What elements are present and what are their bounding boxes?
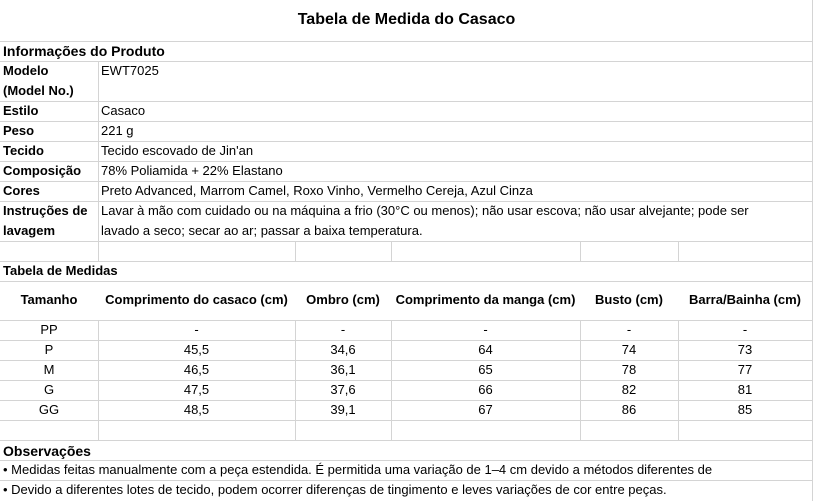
cell-coat-length: 47,5 (183, 382, 210, 397)
cell-coat-length: 45,5 (183, 342, 210, 357)
value-style: Casaco (101, 103, 146, 118)
label-washing: Instruções de lavagem (3, 203, 88, 238)
notes-heading: Observações (3, 443, 91, 459)
cell-hem: - (742, 322, 748, 337)
label-fabric: Tecido (3, 143, 44, 158)
header-size: Tamanho (20, 292, 78, 307)
header-bust: Busto (cm) (595, 292, 663, 307)
page-title: Tabela de Medida do Casaco (297, 11, 516, 28)
note-item: • Medidas feitas manualmente com a peça estendida. É permitida uma variação de 1–4 cm devido a métodos diferentes de (3, 462, 713, 477)
value-fabric: Tecido escovado de Jin'an (101, 143, 254, 158)
cell-shoulder: 34,6 (330, 342, 356, 357)
cell-bust: 82 (621, 382, 637, 397)
cell-sleeve-length: 65 (478, 362, 493, 377)
value-weight: 221 g (101, 123, 134, 138)
cell-size: PP (40, 322, 58, 337)
value-model: EWT7025 (101, 63, 159, 78)
cell-shoulder: 39,1 (330, 402, 356, 417)
cell-size: M (43, 362, 55, 377)
cell-sleeve-length: 67 (478, 402, 493, 417)
cell-size: GG (38, 402, 60, 417)
header-sleeve-length: Comprimento da manga (cm) (395, 292, 576, 307)
cell-bust: 78 (621, 362, 637, 377)
cell-shoulder: 37,6 (330, 382, 356, 397)
cell-coat-length: 48,5 (183, 402, 210, 417)
cell-bust: 74 (621, 342, 637, 357)
cell-size: P (44, 342, 54, 357)
header-shoulder: Ombro (cm) (306, 292, 380, 307)
cell-hem: 77 (737, 362, 753, 377)
cell-shoulder: 36,1 (330, 362, 356, 377)
header-coat-length: Comprimento do casaco (cm) (105, 292, 288, 307)
cell-size: G (43, 382, 55, 397)
cell-sleeve-length: - (483, 322, 488, 337)
measurements-heading: Tabela de Medidas (3, 263, 118, 278)
label-colors: Cores (3, 183, 40, 198)
cell-sleeve-length: 64 (478, 342, 493, 357)
label-style: Estilo (3, 103, 39, 118)
note-item: • Devido a diferentes lotes de tecido, podem ocorrer diferenças de tingimento e leves variações de cor entre peças. (3, 482, 667, 497)
product-info-heading: Informações do Produto (3, 43, 165, 59)
label-weight: Peso (3, 123, 35, 138)
cell-sleeve-length: 66 (478, 382, 493, 397)
value-washing: Lavar à mão com cuidado ou na máquina a frio (30°C ou menos); não usar escova; não usar alvejante; pode ser lavado a seco; secar ao ar; passar a baixa temperatura. (101, 203, 749, 238)
value-colors: Preto Advanced, Marrom Camel, Roxo Vinho, Vermelho Cereja, Azul Cinza (101, 183, 533, 198)
header-hem: Barra/Bainha (cm) (689, 292, 801, 307)
cell-bust: 86 (621, 402, 637, 417)
cell-coat-length: - (194, 322, 199, 337)
cell-hem: 85 (737, 402, 753, 417)
label-model: Modelo (Model No.) (3, 63, 74, 98)
value-composition: 78% Poliamida + 22% Elastano (101, 163, 283, 178)
cell-bust: - (626, 322, 632, 337)
cell-hem: 81 (737, 382, 753, 397)
label-composition: Composição (3, 163, 82, 178)
cell-hem: 73 (737, 342, 753, 357)
cell-shoulder: - (340, 322, 346, 337)
cell-coat-length: 46,5 (183, 362, 210, 377)
